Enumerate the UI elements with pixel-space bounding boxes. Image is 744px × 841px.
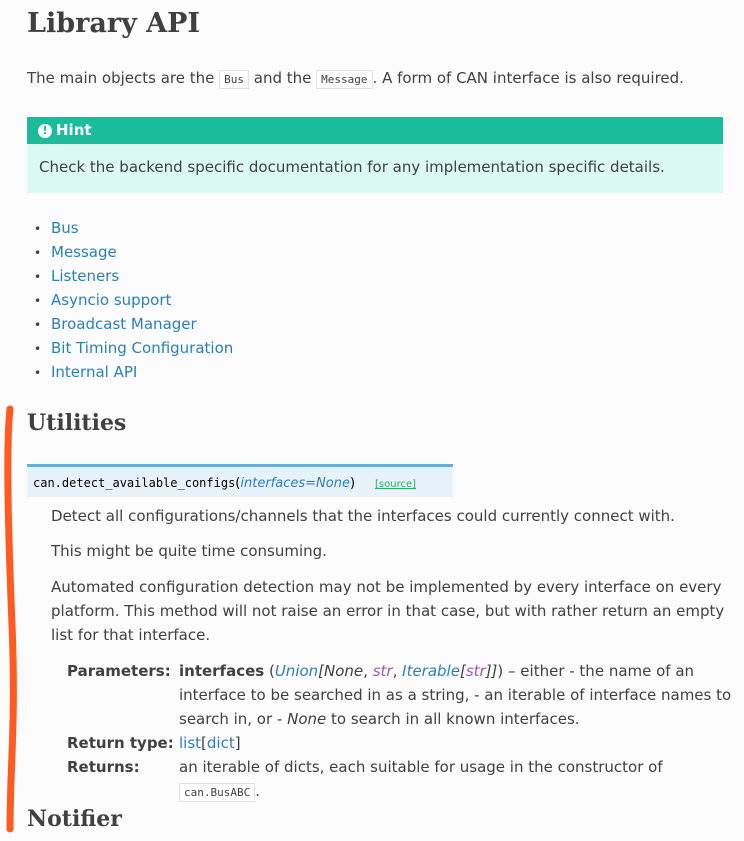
source-link[interactable]: [source]	[375, 479, 417, 490]
type-list-link[interactable]: list	[179, 734, 202, 752]
message-code: Message	[316, 70, 372, 89]
return-type-bracket: [	[201, 734, 207, 752]
param-type-bracket: [	[318, 662, 325, 680]
bullet-icon: •	[34, 222, 42, 236]
intro-text: and the	[249, 69, 317, 87]
description-paragraph: Detect all configurations/channels that the interfaces could currently connect with.	[51, 507, 675, 525]
param-name: interfaces	[179, 662, 265, 680]
toc-item	[34, 290, 233, 314]
return-type-body	[179, 731, 739, 755]
utilities-heading: Utilities	[27, 410, 127, 436]
hint-title	[27, 117, 723, 144]
type-str-link[interactable]: str	[465, 662, 486, 680]
param-desc-end: to search in all known interfaces.	[326, 710, 580, 728]
bullet-icon: •	[34, 318, 42, 332]
returns-text: an iterable of dicts, each suitable for usage in the constructor of	[179, 758, 663, 776]
toc-link-internal-api[interactable]: Internal API	[51, 363, 138, 381]
toc-item	[34, 218, 233, 242]
annotation-bracket	[0, 405, 24, 837]
param-type-bracket: ]]	[485, 662, 498, 680]
intro-paragraph	[27, 68, 684, 90]
toc-link-asyncio[interactable]: Asyncio support	[51, 291, 172, 309]
toc-item	[34, 266, 233, 290]
param-type-sep: ,	[392, 662, 403, 680]
hint-admonition	[27, 117, 723, 193]
bus-code: Bus	[219, 70, 249, 89]
param-type-sep: ,	[363, 662, 373, 680]
param-type-end: )	[497, 662, 504, 680]
toc-link-bit-timing[interactable]: Bit Timing Configuration	[51, 339, 234, 357]
hint-body: Check the backend specific documentation for any implementation specific details.	[39, 158, 665, 176]
param-desc-none: None	[287, 710, 327, 728]
toc-link-bus[interactable]: Bus	[51, 219, 79, 237]
return-type-bracket: ]	[234, 734, 241, 752]
returns-label: Returns:	[67, 758, 140, 776]
page-title: Library API	[27, 8, 201, 39]
type-str-link[interactable]: str	[372, 662, 393, 680]
toc-item	[34, 362, 233, 386]
param-type-open: (	[264, 662, 275, 680]
notifier-heading: Notifier	[27, 806, 122, 832]
toc-link-broadcast[interactable]: Broadcast Manager	[51, 315, 197, 333]
type-dict-link[interactable]: dict	[206, 734, 235, 752]
bullet-icon: •	[34, 366, 42, 380]
toc-link-message[interactable]: Message	[51, 243, 117, 261]
toc-item	[34, 242, 233, 266]
function-name: can.detect_available_configs	[33, 476, 236, 490]
intro-text: . A form of CAN interface is also required.	[372, 69, 684, 87]
busabc-code: can.BusABC	[179, 783, 255, 802]
returns-body	[179, 755, 739, 805]
toc-list	[34, 218, 233, 386]
description-paragraph: Automated configuration detection may not be implemented by every interface on every platform. This method will not raise an error in that case, but with rather return an empty list for that interface.	[51, 578, 725, 644]
signature-open: (	[235, 476, 241, 491]
annotation-stroke	[8, 409, 14, 829]
bullet-icon: •	[34, 294, 42, 308]
hint-title-text: Hint	[56, 121, 92, 139]
exclamation-icon: !	[38, 124, 52, 138]
description-paragraph: This might be quite time consuming.	[51, 542, 327, 560]
param-type-bracket: [	[459, 662, 466, 680]
signature-close: )	[349, 476, 356, 491]
param-desc: – either - the name of an interface to be searched in as a string, - an iterable of interface names to search in, or -	[179, 662, 732, 728]
bullet-icon: •	[34, 246, 42, 260]
type-union-link[interactable]: Union	[274, 662, 319, 680]
returns-end: .	[255, 782, 261, 800]
parameters-label: Parameters:	[67, 662, 171, 680]
toc-link-listeners[interactable]: Listeners	[51, 267, 120, 285]
toc-item	[34, 314, 233, 338]
type-iterable-link[interactable]: Iterable	[402, 662, 460, 680]
function-args: interfaces=None	[240, 476, 350, 491]
param-type-none: None	[324, 662, 364, 680]
bullet-icon: •	[34, 270, 42, 284]
function-signature	[27, 464, 453, 497]
toc-item	[34, 338, 233, 362]
parameters-body	[179, 659, 739, 731]
intro-text: The main objects are the	[27, 69, 220, 87]
bullet-icon: •	[34, 342, 42, 356]
return-type-label: Return type:	[67, 734, 174, 752]
